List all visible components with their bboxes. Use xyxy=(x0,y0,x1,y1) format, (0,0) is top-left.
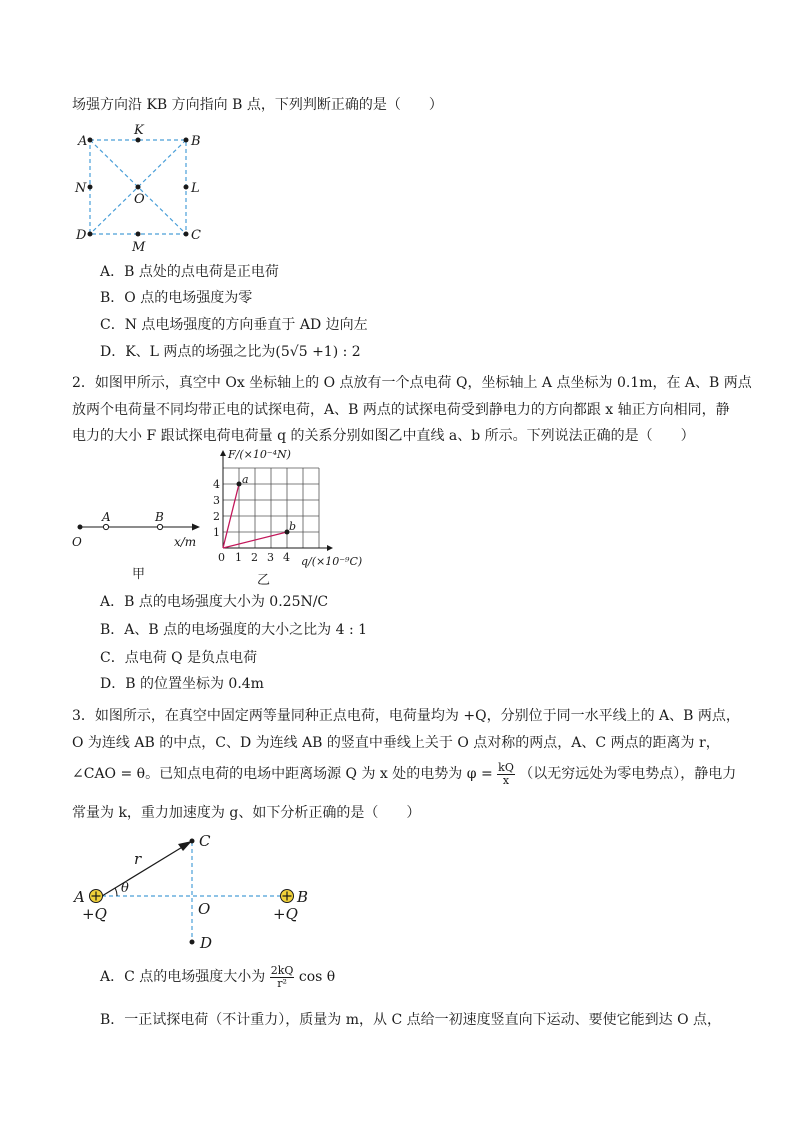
point-d xyxy=(88,232,93,237)
q1-option-b: B．O 点的电场强度为零 xyxy=(100,290,253,306)
q3-option-a xyxy=(100,960,335,994)
q3-stem-line-1: 3．如图所示，在真空中固定两等量同种正点电荷，电荷量均为 +Q，分别位于同一水平线上的 A、B 两点， xyxy=(72,708,740,724)
label-k: K xyxy=(134,123,144,138)
field-numerator: 2kQ xyxy=(270,963,294,977)
ytick-1: 1 xyxy=(213,526,220,539)
q2-stem-line-3: 电力的大小 F 跟试探电荷电荷量 q 的关系分别如图乙中直线 a、b 所示。下列说法正确的是（ ） xyxy=(72,428,695,444)
label-o: O xyxy=(72,535,82,549)
potential-numerator: kQ xyxy=(498,760,514,774)
label-l: L xyxy=(191,181,200,196)
line-a-label: a xyxy=(242,473,249,486)
label-n: N xyxy=(75,181,87,196)
point-c xyxy=(184,232,189,237)
label-b: B xyxy=(191,134,201,149)
point-o xyxy=(136,185,141,190)
xtick-3: 3 xyxy=(267,551,274,564)
q3-stem-line-3-start: ∠CAO = θ。已知点电荷的电场中距离场源 Q 为 x 处的电势为 φ = xyxy=(72,766,493,782)
point-l xyxy=(184,185,189,190)
field-denominator: r² xyxy=(277,976,287,990)
ytick-3: 3 xyxy=(213,494,220,507)
vector-r xyxy=(102,846,184,896)
label-charge-a: +Q xyxy=(82,905,107,923)
line-a-point xyxy=(237,482,242,487)
point-n xyxy=(88,185,93,190)
xtick-4: 4 xyxy=(283,551,290,564)
line-b-label: b xyxy=(289,520,297,533)
axis-label-x: x/m xyxy=(174,535,197,549)
q1-option-c: C．N 点电场强度的方向垂直于 AD 边向左 xyxy=(100,317,368,333)
q2-option-c: C．点电荷 Q 是负点电荷 xyxy=(100,650,258,666)
caption-jia: 甲 xyxy=(132,567,146,582)
q2-figure-yi xyxy=(205,448,375,590)
point-d xyxy=(190,940,195,945)
point-b xyxy=(157,524,162,529)
q2-option-a: A．B 点的电场强度大小为 0.25N/C xyxy=(100,594,329,610)
q3-option-b: B．一正试探电荷（不计重力），质量为 m，从 C 点给一初速度竖直向下运动、要使它能到达 O 点， xyxy=(100,1012,722,1028)
label-m: M xyxy=(132,240,146,255)
f-axis-arrow xyxy=(220,450,226,456)
ytick-4: 4 xyxy=(213,478,220,491)
charge-a xyxy=(90,890,103,903)
q2-option-b: B．A、B 点的电场强度的大小之比为 4 : 1 xyxy=(100,622,368,638)
q3-stem-line-3 xyxy=(72,758,736,790)
label-c: C xyxy=(191,228,201,243)
q-axis-label: q/(×10⁻⁹C) xyxy=(301,555,363,568)
q3-stem-line-2: O 为连线 AB 的中点，C、D 为连线 AB 的竖直中垂线上关于 O 点对称的两点，A、C 两点的距离为 r， xyxy=(72,735,720,751)
charge-b xyxy=(281,890,294,903)
q2-stem-line-2: 放两个电荷量不同均带正电的试探电荷，A、B 两点的试探电荷受到静电力的方向都跟 x 轴正方向相同，静 xyxy=(72,402,730,418)
q3-stem-line-4: 常量为 k，重力加速度为 g、如下分析正确的是（ ） xyxy=(72,805,421,821)
q3-option-a-prefix: A．C 点的电场强度大小为 xyxy=(100,969,266,985)
caption-yi: 乙 xyxy=(257,573,271,588)
field-fraction xyxy=(270,965,295,990)
x-axis-arrow xyxy=(192,524,200,531)
f-axis-label: F/(×10⁻⁴N) xyxy=(228,448,291,461)
label-b: B xyxy=(155,510,164,524)
q3-stem-line-3-end: （以无穷远处为零电势点），静电力 xyxy=(519,766,737,782)
point-b xyxy=(184,138,189,143)
q2-figure-jia xyxy=(70,505,210,585)
label-c: C xyxy=(199,832,211,850)
label-a: A xyxy=(74,888,85,906)
potential-denominator: x xyxy=(502,773,510,787)
graph-lines xyxy=(223,482,290,549)
q3-charge-figure xyxy=(72,828,332,958)
label-d: D xyxy=(76,228,87,243)
q1-square-figure xyxy=(70,118,220,258)
point-k xyxy=(136,138,141,143)
point-a xyxy=(88,138,93,143)
label-b: B xyxy=(297,888,309,906)
q1-stem: 场强方向沿 KB 方向指向 B 点，下列判断正确的是（ ） xyxy=(72,97,443,113)
label-o: O xyxy=(134,192,145,207)
theta-arc xyxy=(115,888,117,896)
label-o: O xyxy=(198,900,211,918)
ytick-2: 2 xyxy=(213,510,220,523)
label-a: A xyxy=(78,134,88,149)
q2-stem-line-1: 2．如图甲所示，真空中 Ox 坐标轴上的 O 点放有一个点电荷 Q，坐标轴上 A 点坐标为 0.1m，在 A、B 两点 xyxy=(72,375,752,391)
q1-option-d: D．K、L 两点的场强之比为(5√5 +1) : 2 xyxy=(100,344,361,360)
q-axis-arrow xyxy=(327,545,333,551)
q1-option-a: A．B 点处的点电荷是正电荷 xyxy=(100,264,279,280)
label-charge-b: +Q xyxy=(273,905,298,923)
label-d: D xyxy=(200,934,213,952)
potential-fraction xyxy=(497,762,515,787)
xtick-2: 2 xyxy=(251,551,258,564)
origin-point xyxy=(78,525,83,530)
label-theta: θ xyxy=(121,881,129,896)
point-m xyxy=(136,232,141,237)
xtick-0: 0 xyxy=(218,551,225,564)
point-a xyxy=(103,524,108,529)
xtick-1: 1 xyxy=(235,551,242,564)
point-c xyxy=(190,839,195,844)
q2-option-d: D．B 的位置坐标为 0.4m xyxy=(100,676,264,692)
q3-option-a-suffix: cos θ xyxy=(298,969,336,985)
label-a: A xyxy=(102,510,111,524)
vector-r-arrow xyxy=(178,841,192,851)
label-r: r xyxy=(134,850,142,868)
